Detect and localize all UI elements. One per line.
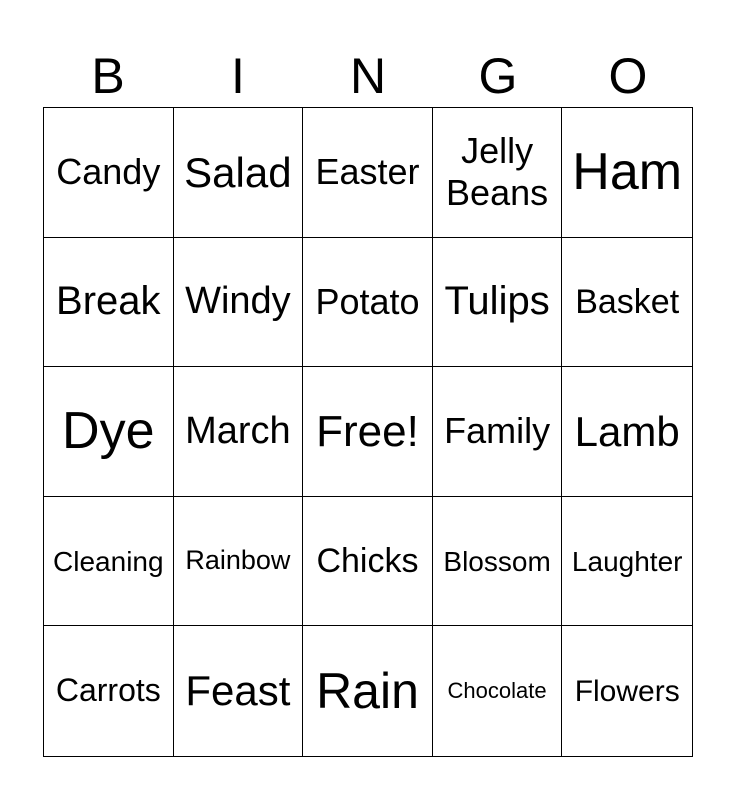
bingo-cell-r1c5[interactable] <box>562 108 692 238</box>
bingo-cell-label: Candy <box>56 151 161 193</box>
bingo-cell-r2c3[interactable] <box>303 238 433 368</box>
bingo-cell-label: Feast <box>185 667 291 715</box>
bingo-cell-label: Chocolate <box>447 678 547 704</box>
header-letter-b: B <box>91 48 125 104</box>
bingo-cell-label: Easter <box>315 151 420 193</box>
bingo-cell-label: Ham <box>572 142 683 201</box>
bingo-cell-label: Free! <box>316 406 419 456</box>
bingo-cell-r4c1[interactable] <box>44 497 174 627</box>
bingo-cell-label: Rain <box>316 662 419 719</box>
bingo-cell-label: Tulips <box>444 279 550 324</box>
bingo-cell-r3c1[interactable] <box>44 367 174 497</box>
bingo-cell-label: Salad <box>184 148 292 196</box>
bingo-cell-label: Windy <box>185 280 291 323</box>
bingo-cell-label: Potato <box>315 280 420 322</box>
bingo-cell-label: Blossom <box>443 545 551 577</box>
bingo-cell-label: Basket <box>575 282 680 321</box>
bingo-cell-r5c5[interactable] <box>562 626 692 756</box>
bingo-cell-r5c1[interactable] <box>44 626 174 756</box>
bingo-cell-r2c2[interactable] <box>174 238 304 368</box>
header-letter-i: I <box>231 48 245 104</box>
header-letter-n: N <box>349 48 387 104</box>
bingo-cell-r2c5[interactable] <box>562 238 692 368</box>
bingo-cell-r4c2[interactable] <box>174 497 304 627</box>
bingo-cell-label: Family <box>444 410 551 452</box>
bingo-cell-label: Dye <box>62 401 155 460</box>
bingo-cell-label: Flowers <box>574 674 680 708</box>
bingo-cell-r4c4[interactable] <box>433 497 563 627</box>
bingo-cell-r3c5[interactable] <box>562 367 692 497</box>
bingo-cell-r2c4[interactable] <box>433 238 563 368</box>
header-letter-o: O <box>608 48 648 104</box>
bingo-cell-r2c1[interactable] <box>44 238 174 368</box>
bingo-cell-label: March <box>185 410 291 453</box>
bingo-cell-label: Cleaning <box>53 545 164 577</box>
bingo-cell-label: Lamb <box>574 407 680 455</box>
bingo-cell-r5c2[interactable] <box>174 626 304 756</box>
bingo-cell-label: Break <box>56 279 161 324</box>
bingo-cell-r5c3[interactable] <box>303 626 433 756</box>
bingo-cell-label: Rainbow <box>185 545 291 576</box>
bingo-cell-r4c3[interactable] <box>303 497 433 627</box>
bingo-cell-r1c3[interactable] <box>303 108 433 238</box>
bingo-cell-r4c5[interactable] <box>562 497 692 627</box>
bingo-board <box>43 107 693 757</box>
bingo-cell-label: Jelly Beans <box>446 129 549 214</box>
bingo-cell-label: Chicks <box>316 542 419 581</box>
bingo-cell-label: Carrots <box>55 672 161 709</box>
bingo-cell-r3c3[interactable] <box>303 367 433 497</box>
header-letter-g: G <box>478 48 518 104</box>
bingo-cell-r1c2[interactable] <box>174 108 304 238</box>
bingo-cell-r1c1[interactable] <box>44 108 174 238</box>
bingo-cell-r3c4[interactable] <box>433 367 563 497</box>
bingo-cell-r3c2[interactable] <box>174 367 304 497</box>
bingo-cell-r1c4[interactable] <box>433 108 563 238</box>
bingo-header <box>43 48 693 104</box>
bingo-cell-r5c4[interactable] <box>433 626 563 756</box>
bingo-cell-label: Laughter <box>571 545 683 577</box>
